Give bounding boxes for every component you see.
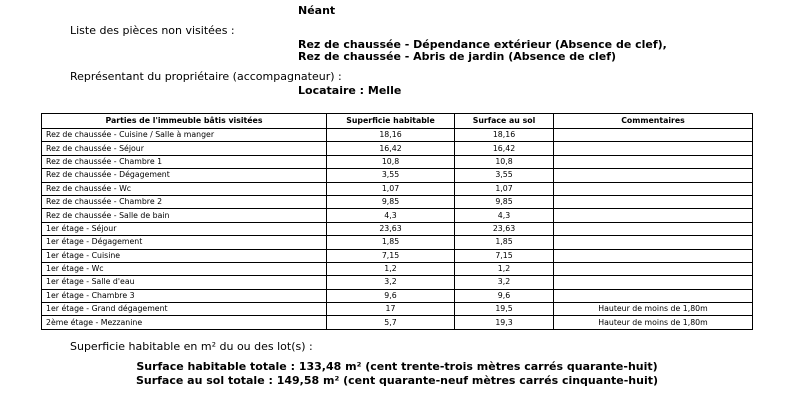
- cell-partie: 1er étage - Chambre 3: [42, 289, 327, 302]
- cell-commentaire: [554, 249, 753, 262]
- cell-superficie: 7,15: [327, 249, 455, 262]
- neant-value: Néant: [298, 4, 336, 17]
- cell-superficie: 16,42: [327, 142, 455, 155]
- total-sol: Surface au sol totale : 149,58 m² (cent quarante-neuf mètres carrés cinquante-huit): [135, 374, 659, 387]
- total-habitable: Surface habitable totale : 133,48 m² (cent trente-trois mètres carrés quarante-huit): [136, 360, 658, 373]
- cell-commentaire: [554, 169, 753, 182]
- table-header-row: [42, 114, 753, 129]
- table-row: [42, 155, 753, 168]
- cell-surface-sol: 18,16: [455, 129, 554, 142]
- cell-partie: Rez de chaussée - Cuisine / Salle à manger: [42, 129, 327, 142]
- table-row: [42, 262, 753, 275]
- cell-surface-sol: 7,15: [455, 249, 554, 262]
- table-row: [42, 249, 753, 262]
- table-row: [42, 303, 753, 316]
- cell-commentaire: [554, 276, 753, 289]
- surface-table: [41, 113, 753, 330]
- cell-superficie: 5,7: [327, 316, 455, 329]
- representative-value: Locataire : Melle: [298, 84, 402, 97]
- cell-partie: Rez de chaussée - Séjour: [42, 142, 327, 155]
- cell-partie: 1er étage - Salle d'eau: [42, 276, 327, 289]
- cell-commentaire: [554, 155, 753, 168]
- cell-surface-sol: 1,85: [455, 236, 554, 249]
- cell-surface-sol: 19,5: [455, 303, 554, 316]
- table-row: [42, 182, 753, 195]
- table-row: [42, 276, 753, 289]
- table-row: [42, 209, 753, 222]
- table-row: [42, 142, 753, 155]
- cell-surface-sol: 3,2: [455, 276, 554, 289]
- non-visited-label: Liste des pièces non visitées :: [70, 24, 235, 37]
- cell-commentaire: Hauteur de moins de 1,80m: [554, 303, 753, 316]
- cell-surface-sol: 1,07: [455, 182, 554, 195]
- table-row: [42, 195, 753, 208]
- cell-superficie: 3,2: [327, 276, 455, 289]
- header-superficie: Superficie habitable: [327, 114, 455, 129]
- cell-commentaire: [554, 262, 753, 275]
- cell-partie: Rez de chaussée - Chambre 1: [42, 155, 327, 168]
- cell-partie: 2ème étage - Mezzanine: [42, 316, 327, 329]
- non-visited-line-2: Rez de chaussée - Abris de jardin (Absence de clef): [298, 50, 617, 63]
- cell-superficie: 17: [327, 303, 455, 316]
- representative-label: Représentant du propriétaire (accompagnateur) :: [70, 70, 342, 83]
- cell-commentaire: [554, 195, 753, 208]
- cell-superficie: 3,55: [327, 169, 455, 182]
- cell-partie: 1er étage - Dégagement: [42, 236, 327, 249]
- table-row: [42, 129, 753, 142]
- table-row: [42, 169, 753, 182]
- non-visited-line-1: Rez de chaussée - Dépendance extérieur (Absence de clef),: [298, 38, 667, 51]
- cell-commentaire: [554, 142, 753, 155]
- table-row: [42, 222, 753, 235]
- cell-commentaire: Hauteur de moins de 1,80m: [554, 316, 753, 329]
- cell-surface-sol: 16,42: [455, 142, 554, 155]
- cell-superficie: 10,8: [327, 155, 455, 168]
- header-surface-sol: Surface au sol: [455, 114, 554, 129]
- cell-superficie: 1,2: [327, 262, 455, 275]
- cell-partie: 1er étage - Séjour: [42, 222, 327, 235]
- cell-commentaire: [554, 222, 753, 235]
- cell-superficie: 9,85: [327, 195, 455, 208]
- cell-surface-sol: 9,6: [455, 289, 554, 302]
- cell-superficie: 18,16: [327, 129, 455, 142]
- cell-commentaire: [554, 236, 753, 249]
- cell-partie: 1er étage - Grand dégagement: [42, 303, 327, 316]
- cell-surface-sol: 19,3: [455, 316, 554, 329]
- cell-partie: Rez de chaussée - Wc: [42, 182, 327, 195]
- cell-surface-sol: 10,8: [455, 155, 554, 168]
- header-parties: Parties de l'immeuble bâtis visitées: [42, 114, 327, 129]
- cell-partie: Rez de chaussée - Chambre 2: [42, 195, 327, 208]
- footer-label: Superficie habitable en m² du ou des lot(s) :: [70, 340, 313, 353]
- table-row: [42, 289, 753, 302]
- cell-commentaire: [554, 209, 753, 222]
- cell-surface-sol: 9,85: [455, 195, 554, 208]
- cell-surface-sol: 1,2: [455, 262, 554, 275]
- table-row: [42, 316, 753, 329]
- cell-superficie: 4,3: [327, 209, 455, 222]
- cell-commentaire: [554, 289, 753, 302]
- cell-surface-sol: 3,55: [455, 169, 554, 182]
- cell-partie: Rez de chaussée - Dégagement: [42, 169, 327, 182]
- cell-commentaire: [554, 182, 753, 195]
- cell-surface-sol: 4,3: [455, 209, 554, 222]
- cell-partie: Rez de chaussée - Salle de bain: [42, 209, 327, 222]
- header-commentaires: Commentaires: [554, 114, 753, 129]
- cell-superficie: 9,6: [327, 289, 455, 302]
- cell-superficie: 1,07: [327, 182, 455, 195]
- cell-surface-sol: 23,63: [455, 222, 554, 235]
- cell-commentaire: [554, 129, 753, 142]
- cell-superficie: 23,63: [327, 222, 455, 235]
- cell-partie: 1er étage - Wc: [42, 262, 327, 275]
- cell-partie: 1er étage - Cuisine: [42, 249, 327, 262]
- table-row: [42, 236, 753, 249]
- cell-superficie: 1,85: [327, 236, 455, 249]
